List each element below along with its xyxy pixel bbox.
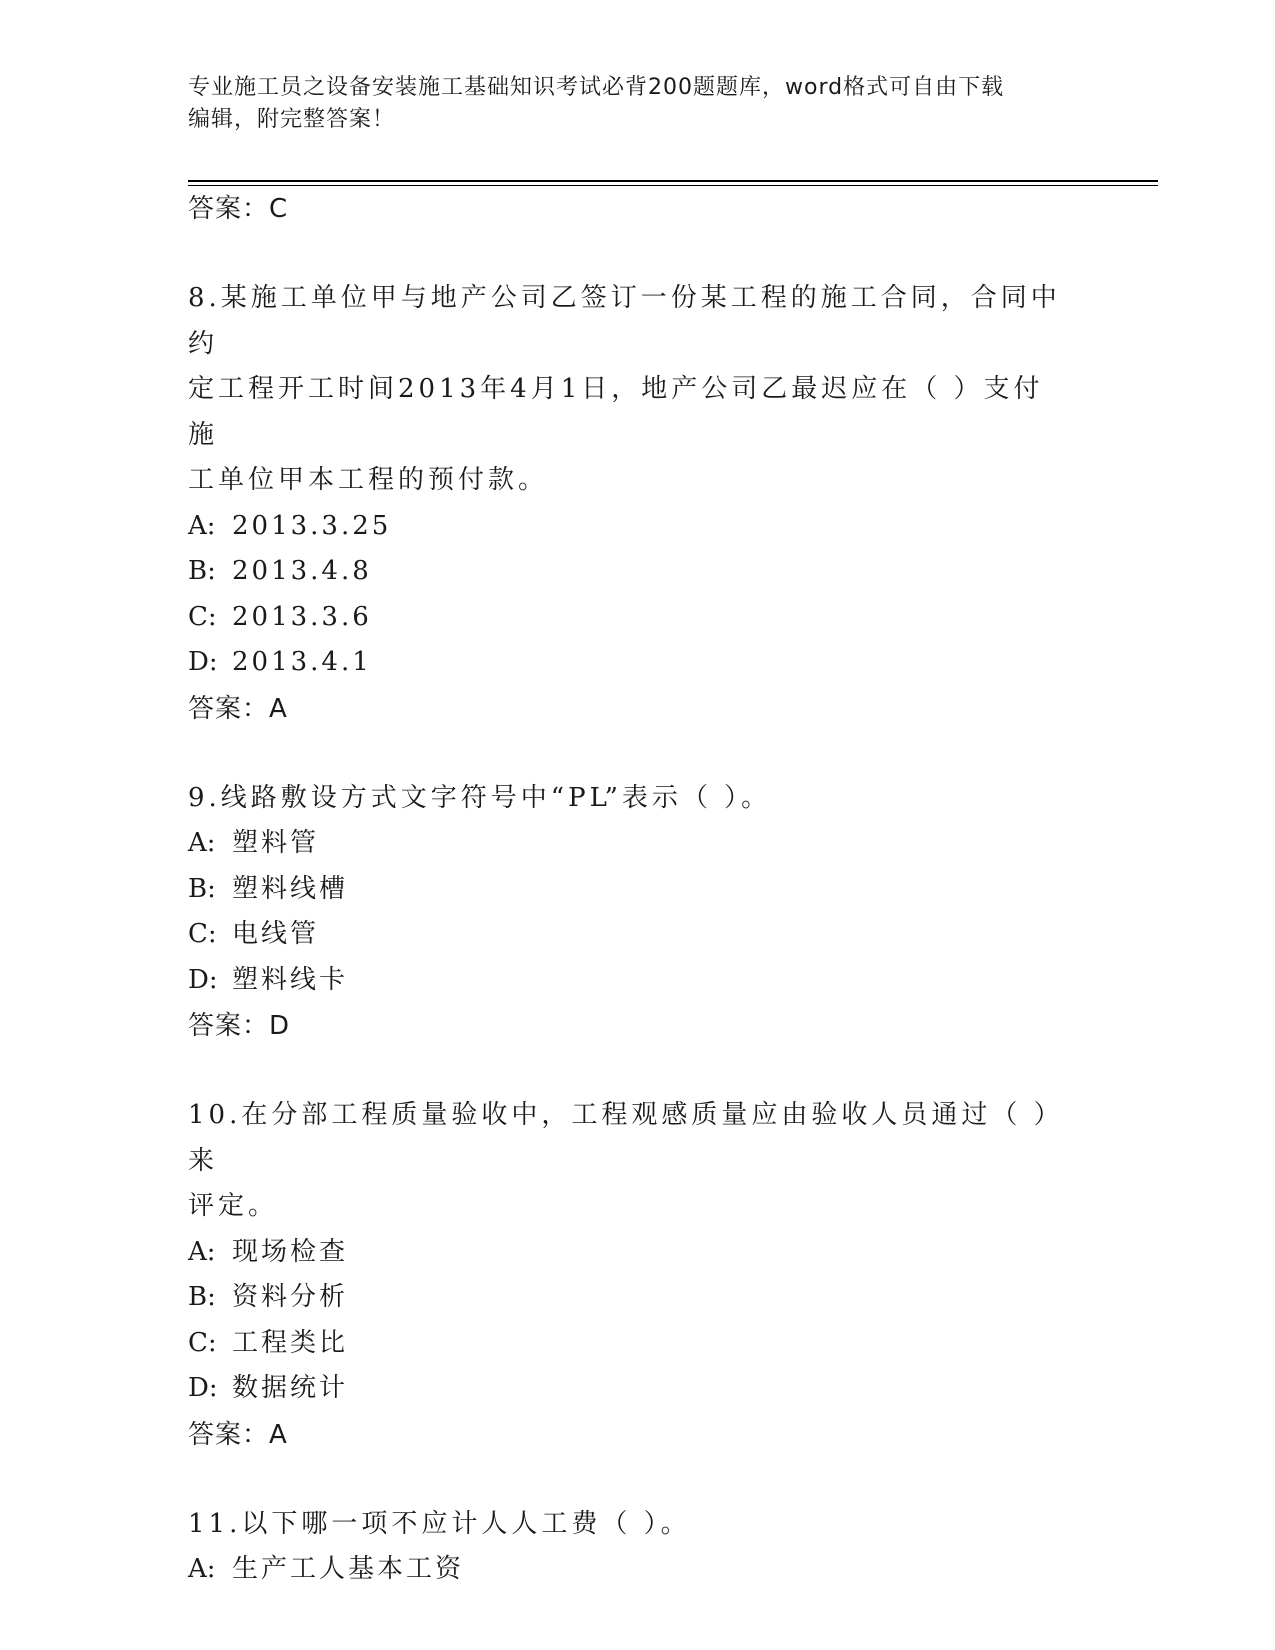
answer-line: 答案：C: [188, 194, 289, 224]
option-c: C: 工程类比: [188, 1327, 349, 1358]
option-c: C: 2013.3.6: [188, 601, 372, 632]
option-b: B: 资料分析: [188, 1282, 349, 1312]
question-content: [188, 186, 1068, 1593]
option-b: B: 塑料线槽: [188, 873, 349, 904]
question-stem-line: 9.线路敷设方式文字符号中“PL”表示（ ）。: [188, 782, 772, 813]
header-line-1: 专业施工员之设备安装施工基础知识考试必背200题题库，word格式可自由下载: [188, 75, 1005, 100]
question-stem-line: 评定。: [188, 1191, 279, 1221]
option-a: A: 生产工人基本工资: [188, 1554, 465, 1584]
question-stem-line: 工单位甲本工程的预付款。: [188, 465, 549, 495]
question-stem-line: 定工程开工时间2013年4月1日，地产公司乙最迟应在（ ）支付施: [188, 374, 1044, 450]
question-stem-line: 10.在分部工程质量验收中，工程观感质量应由验收人员通过（ ）来: [188, 1100, 1064, 1176]
option-a: A: 现场检查: [188, 1236, 349, 1267]
option-d: D: 数据统计: [188, 1373, 349, 1403]
question-11: [188, 1502, 1068, 1593]
option-d: D: 2013.4.1: [188, 647, 372, 677]
answer-line: 答案：A: [188, 693, 288, 724]
question-8: [188, 276, 1068, 732]
document-header: [188, 72, 1068, 136]
header-line-2: 编辑，附完整答案！: [188, 107, 396, 132]
answer-line: 答案：A: [188, 1419, 288, 1450]
question-10: [188, 1093, 1068, 1458]
answer-line: 答案：D: [188, 1011, 291, 1041]
option-b: B: 2013.4.8: [188, 556, 372, 586]
option-d: D: 塑料线卡: [188, 964, 349, 995]
question-9: [188, 776, 1068, 1050]
question-stem-line: 11.以下哪一项不应计人人工费（ ）。: [188, 1508, 691, 1539]
option-a: A: 塑料管: [188, 828, 320, 858]
header-rule-thick: [188, 180, 1158, 182]
option-a: A: 2013.3.25: [188, 510, 392, 541]
option-c: C: 电线管: [188, 919, 320, 949]
question-stem-line: 8.某施工单位甲与地产公司乙签订一份某工程的施工合同，合同中约: [188, 283, 1061, 359]
